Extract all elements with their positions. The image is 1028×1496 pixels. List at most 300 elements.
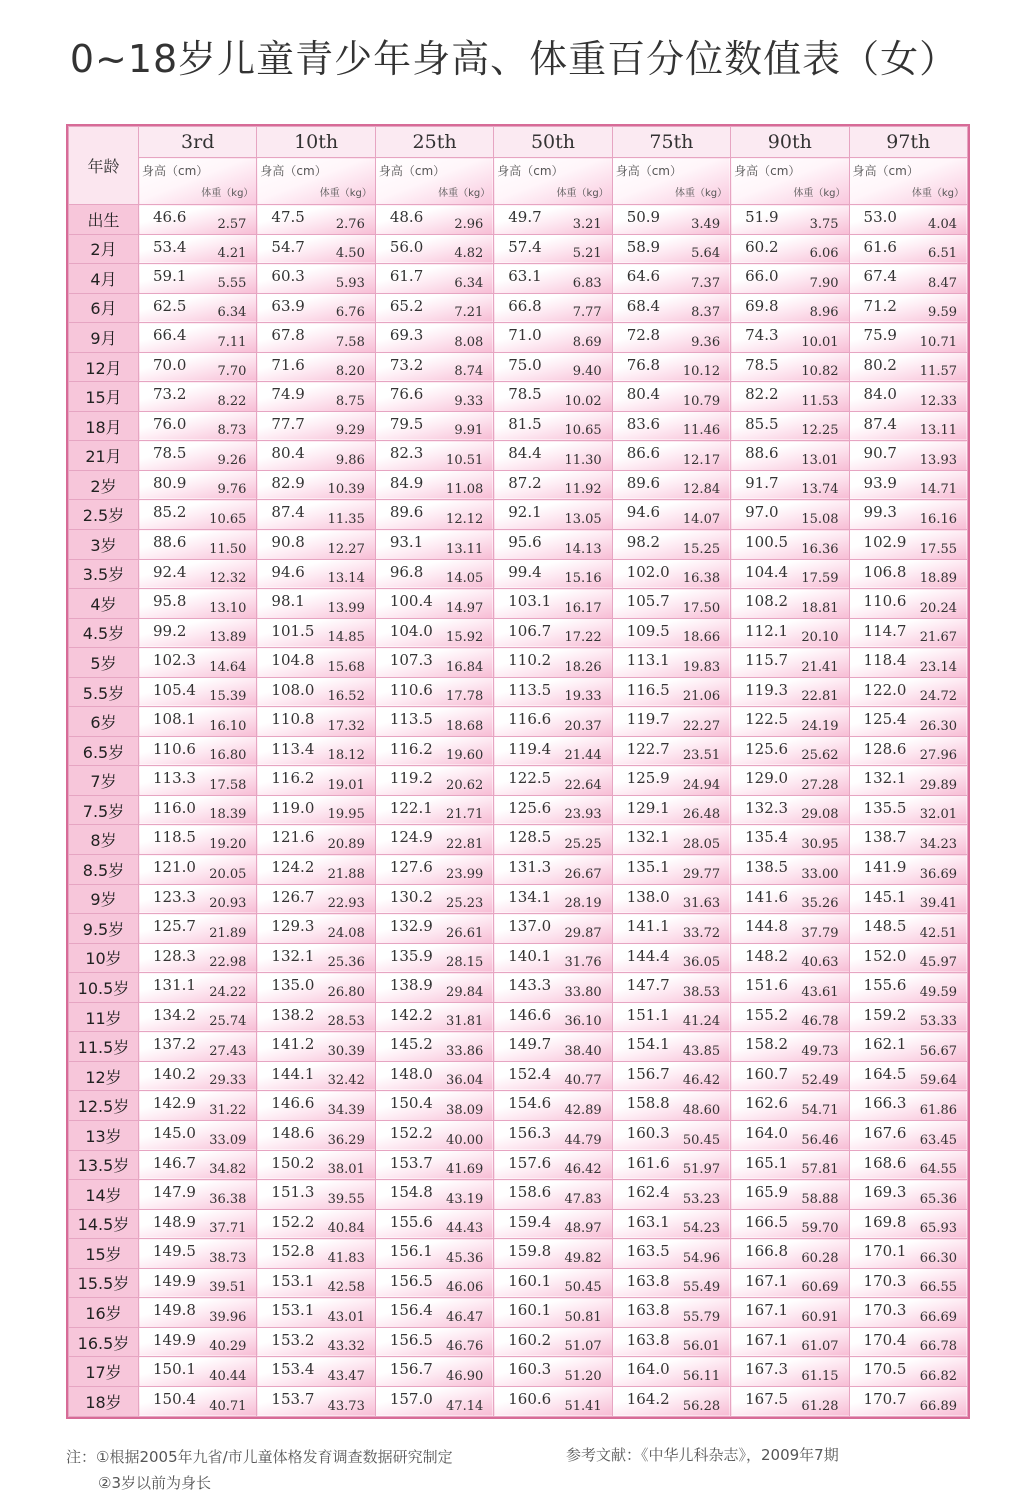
value-cell	[731, 1239, 849, 1269]
height-value: 154.6	[508, 1094, 552, 1113]
height-value: 103.1	[508, 592, 552, 611]
height-value: 141.1	[626, 917, 670, 936]
height-value: 104.4	[745, 562, 789, 581]
height-value: 141.2	[271, 1035, 315, 1054]
height-value: 164.0	[745, 1123, 789, 1142]
weight-unit-label: 体重（kg）	[201, 188, 254, 199]
height-value: 167.1	[745, 1271, 789, 1290]
value-cell	[139, 293, 257, 323]
height-unit-label: 身高（cm）	[615, 164, 682, 178]
weight-value: 19.20	[209, 837, 247, 853]
value-cell	[612, 677, 730, 707]
weight-value: 17.59	[801, 571, 839, 587]
value-cell	[731, 1120, 849, 1150]
value-cell	[494, 1120, 612, 1150]
value-cell	[849, 1180, 967, 1210]
weight-value: 6.34	[454, 275, 484, 291]
height-value: 148.2	[745, 946, 789, 965]
table-row	[69, 293, 968, 323]
height-value: 105.7	[626, 592, 670, 611]
weight-value: 10.39	[327, 482, 365, 498]
height-value: 84.0	[863, 385, 897, 404]
value-cell	[139, 1239, 257, 1269]
height-value: 124.2	[271, 858, 315, 877]
weight-value: 58.88	[801, 1191, 839, 1207]
value-cell	[849, 1032, 967, 1062]
value-cell	[731, 293, 849, 323]
value-cell	[849, 648, 967, 678]
value-cell	[494, 1239, 612, 1269]
weight-value: 45.97	[919, 955, 957, 971]
value-cell	[731, 1268, 849, 1298]
unit-header-cell	[375, 158, 493, 205]
weight-value: 7.90	[809, 275, 839, 291]
percentile-table	[66, 124, 970, 1419]
value-cell	[375, 264, 493, 294]
weight-value: 17.50	[682, 600, 721, 616]
height-value: 80.9	[153, 473, 187, 492]
value-cell	[731, 766, 849, 796]
value-cell	[375, 1239, 493, 1269]
weight-value: 21.71	[446, 807, 484, 823]
table-row	[69, 943, 968, 973]
value-cell	[139, 707, 257, 737]
weight-unit-label: 体重（kg）	[438, 188, 491, 199]
height-value: 92.4	[153, 562, 187, 581]
weight-value: 66.55	[919, 1280, 957, 1296]
value-cell	[375, 441, 493, 471]
value-cell	[257, 1091, 375, 1121]
height-value: 127.6	[389, 858, 433, 877]
value-cell	[375, 943, 493, 973]
value-cell	[612, 914, 730, 944]
weight-value: 23.51	[682, 748, 721, 764]
value-cell	[494, 707, 612, 737]
value-cell	[731, 352, 849, 382]
age-cell: 6岁	[69, 707, 139, 737]
value-cell	[257, 707, 375, 737]
height-value: 162.1	[863, 1035, 907, 1054]
age-cell: 9月	[69, 323, 139, 353]
height-value: 132.1	[626, 828, 670, 847]
weight-value: 26.48	[682, 807, 721, 823]
weight-value: 37.71	[209, 1221, 247, 1237]
weight-value: 16.38	[682, 571, 721, 587]
value-cell	[257, 500, 375, 530]
weight-value: 34.82	[209, 1162, 247, 1178]
height-value: 60.3	[271, 267, 305, 286]
table-row	[69, 1150, 968, 1180]
age-cell: 4岁	[69, 589, 139, 619]
weight-value: 40.00	[446, 1132, 484, 1148]
height-value: 143.3	[508, 976, 552, 995]
age-cell: 10岁	[69, 943, 139, 973]
value-cell	[612, 382, 730, 412]
weight-value: 20.10	[801, 630, 839, 646]
value-cell	[494, 589, 612, 619]
weight-value: 10.71	[919, 334, 957, 350]
height-value: 148.6	[271, 1123, 315, 1142]
value-cell	[139, 411, 257, 441]
height-value: 170.5	[863, 1360, 907, 1379]
age-cell: 16岁	[69, 1298, 139, 1328]
weight-value: 14.97	[446, 600, 484, 616]
weight-value: 56.11	[682, 1368, 721, 1384]
height-value: 159.2	[863, 1005, 907, 1024]
unit-header-cell	[257, 158, 375, 205]
value-cell	[257, 1002, 375, 1032]
weight-unit-label: 体重（kg）	[319, 188, 372, 199]
weight-value: 8.73	[217, 423, 247, 439]
height-value: 112.1	[745, 621, 789, 640]
height-unit-label: 身高（cm）	[260, 164, 327, 178]
height-value: 66.0	[745, 267, 779, 286]
value-cell	[849, 914, 967, 944]
age-column-header: 年龄	[69, 127, 139, 205]
height-value: 99.2	[153, 621, 187, 640]
weight-value: 45.36	[446, 1250, 484, 1266]
height-value: 126.7	[271, 887, 315, 906]
table-row	[69, 1239, 968, 1269]
height-value: 102.3	[153, 651, 196, 670]
height-value: 129.1	[626, 798, 670, 817]
weight-value: 37.79	[801, 925, 839, 941]
value-cell	[494, 205, 612, 235]
height-value: 159.8	[508, 1242, 552, 1261]
value-cell	[612, 293, 730, 323]
height-value: 67.4	[863, 267, 897, 286]
value-cell	[139, 648, 257, 678]
height-value: 146.6	[271, 1094, 315, 1113]
weight-value: 38.73	[209, 1250, 247, 1266]
value-cell	[494, 1357, 612, 1387]
table-row	[69, 264, 968, 294]
age-cell: 14岁	[69, 1180, 139, 1210]
height-value: 163.1	[626, 1212, 670, 1231]
value-cell	[731, 1357, 849, 1387]
height-value: 152.2	[389, 1123, 433, 1142]
value-cell	[731, 1180, 849, 1210]
weight-value: 19.60	[446, 748, 484, 764]
height-value: 80.4	[626, 385, 661, 404]
weight-value: 48.60	[682, 1102, 721, 1118]
weight-value: 21.89	[209, 925, 247, 941]
value-cell	[612, 943, 730, 973]
weight-value: 9.33	[454, 393, 484, 409]
value-cell	[139, 589, 257, 619]
weight-value: 15.92	[446, 630, 484, 646]
weight-value: 28.53	[327, 1014, 365, 1030]
height-unit-label: 身高（cm）	[734, 164, 801, 178]
height-value: 137.2	[153, 1035, 196, 1054]
weight-value: 66.89	[919, 1399, 957, 1414]
value-cell	[731, 1298, 849, 1328]
height-value: 71.2	[863, 296, 897, 315]
height-value: 164.2	[626, 1389, 670, 1408]
height-value: 163.8	[626, 1330, 670, 1349]
age-cell: 6月	[69, 293, 139, 323]
value-cell	[612, 1061, 730, 1091]
height-value: 121.0	[153, 858, 196, 877]
value-cell	[257, 1180, 375, 1210]
value-cell	[612, 1327, 730, 1357]
value-cell	[612, 736, 730, 766]
weight-value: 38.40	[564, 1043, 602, 1059]
weight-value: 13.89	[209, 630, 247, 646]
weight-value: 43.01	[327, 1309, 365, 1325]
age-cell: 2岁	[69, 470, 139, 500]
value-cell	[139, 1032, 257, 1062]
weight-value: 20.37	[564, 718, 602, 734]
value-cell	[494, 795, 612, 825]
height-value: 130.2	[389, 887, 433, 906]
weight-unit-label: 体重（kg）	[556, 188, 609, 199]
height-value: 96.8	[389, 562, 424, 581]
value-cell	[257, 795, 375, 825]
weight-value: 24.22	[209, 984, 247, 1000]
value-cell	[257, 441, 375, 471]
age-cell: 13岁	[69, 1120, 139, 1150]
value-cell	[731, 411, 849, 441]
height-value: 153.2	[271, 1330, 315, 1349]
weight-value: 18.89	[919, 571, 957, 587]
weight-value: 20.62	[446, 777, 484, 793]
value-cell	[849, 855, 967, 885]
value-cell	[612, 470, 730, 500]
weight-value: 11.46	[682, 423, 721, 439]
weight-value: 14.05	[446, 571, 484, 587]
height-value: 125.6	[508, 798, 552, 817]
value-cell	[612, 707, 730, 737]
height-value: 82.2	[745, 385, 779, 404]
height-value: 162.4	[626, 1183, 670, 1202]
weight-value: 49.59	[919, 984, 957, 1000]
percentile-header: 3rd	[139, 127, 257, 158]
weight-value: 39.96	[209, 1309, 247, 1325]
height-value: 145.1	[863, 887, 907, 906]
weight-value: 25.74	[209, 1014, 247, 1030]
value-cell	[257, 1357, 375, 1387]
height-value: 144.1	[271, 1064, 315, 1083]
weight-value: 13.11	[919, 423, 957, 439]
value-cell	[612, 1357, 730, 1387]
value-cell	[849, 736, 967, 766]
height-value: 170.3	[863, 1271, 907, 1290]
value-cell	[612, 530, 730, 560]
value-cell	[139, 795, 257, 825]
height-value: 115.7	[745, 651, 789, 670]
height-value: 80.4	[271, 444, 305, 463]
height-value: 78.5	[508, 385, 542, 404]
value-cell	[494, 234, 612, 264]
value-cell	[849, 707, 967, 737]
weight-value: 54.96	[682, 1250, 721, 1266]
value-cell	[731, 589, 849, 619]
value-cell	[849, 677, 967, 707]
weight-value: 25.23	[446, 896, 484, 912]
weight-value: 26.30	[919, 718, 957, 734]
age-cell: 18月	[69, 411, 139, 441]
weight-value: 17.32	[327, 718, 365, 734]
height-value: 74.3	[745, 326, 779, 345]
age-cell: 6.5岁	[69, 736, 139, 766]
weight-value: 43.32	[327, 1339, 365, 1355]
height-value: 157.0	[389, 1389, 433, 1408]
weight-value: 19.83	[682, 659, 721, 675]
height-value: 58.9	[626, 237, 661, 256]
weight-value: 31.22	[209, 1102, 247, 1118]
weight-value: 22.98	[209, 955, 247, 971]
height-value: 76.0	[153, 414, 187, 433]
weight-value: 47.83	[564, 1191, 602, 1207]
age-cell: 11岁	[69, 1002, 139, 1032]
table-row	[69, 589, 968, 619]
weight-value: 35.26	[801, 896, 839, 912]
value-cell	[257, 1209, 375, 1239]
height-value: 63.9	[271, 296, 305, 315]
value-cell	[612, 264, 730, 294]
value-cell	[257, 1032, 375, 1062]
height-value: 113.3	[153, 769, 196, 788]
weight-value: 34.39	[327, 1102, 365, 1118]
height-value: 60.2	[745, 237, 779, 256]
weight-value: 8.47	[928, 275, 957, 291]
height-value: 61.6	[863, 237, 897, 256]
height-value: 149.5	[153, 1242, 196, 1261]
height-value: 73.2	[389, 355, 424, 374]
value-cell	[375, 1298, 493, 1328]
table-row	[69, 884, 968, 914]
weight-value: 29.33	[209, 1073, 247, 1089]
height-value: 113.5	[508, 680, 552, 699]
value-cell	[731, 884, 849, 914]
value-cell	[375, 1120, 493, 1150]
weight-value: 46.78	[801, 1014, 839, 1030]
weight-value: 56.67	[919, 1043, 957, 1059]
weight-value: 7.70	[217, 364, 247, 380]
height-value: 167.5	[745, 1389, 789, 1408]
value-cell	[849, 795, 967, 825]
weight-value: 40.84	[327, 1221, 365, 1237]
weight-value: 3.21	[572, 216, 602, 232]
height-value: 116.5	[626, 680, 670, 699]
value-cell	[731, 1002, 849, 1032]
weight-value: 13.10	[209, 600, 247, 616]
table-row	[69, 1357, 968, 1387]
height-value: 98.2	[626, 533, 661, 552]
value-cell	[731, 795, 849, 825]
height-value: 50.9	[626, 208, 661, 226]
value-cell	[612, 205, 730, 235]
value-cell	[257, 589, 375, 619]
value-cell	[257, 736, 375, 766]
weight-value: 61.07	[801, 1339, 839, 1355]
percentile-header: 75th	[612, 127, 730, 158]
value-cell	[139, 1091, 257, 1121]
value-cell	[375, 1327, 493, 1357]
weight-value: 2.96	[454, 216, 484, 232]
value-cell	[849, 1268, 967, 1298]
value-cell	[731, 234, 849, 264]
weight-value: 30.95	[801, 837, 839, 853]
height-value: 165.1	[745, 1153, 789, 1172]
weight-value: 15.08	[801, 512, 839, 528]
height-value: 110.6	[153, 739, 196, 758]
height-value: 156.3	[508, 1123, 552, 1142]
weight-value: 18.12	[327, 748, 365, 764]
height-value: 135.0	[271, 976, 315, 995]
weight-value: 17.78	[446, 689, 484, 705]
height-value: 109.5	[626, 621, 670, 640]
value-cell	[139, 1061, 257, 1091]
age-cell: 11.5岁	[69, 1032, 139, 1062]
weight-value: 42.58	[327, 1280, 365, 1296]
value-cell	[257, 411, 375, 441]
value-cell	[849, 264, 967, 294]
value-cell	[375, 618, 493, 648]
weight-value: 59.70	[801, 1221, 839, 1237]
height-value: 145.2	[389, 1035, 433, 1054]
height-value: 110.8	[271, 710, 315, 729]
value-cell	[612, 1239, 730, 1269]
height-value: 138.7	[863, 828, 907, 847]
value-cell	[139, 441, 257, 471]
height-value: 64.6	[626, 267, 661, 286]
height-unit-label: 身高（cm）	[378, 164, 446, 178]
value-cell	[375, 1032, 493, 1062]
height-value: 78.5	[153, 444, 187, 463]
weight-value: 22.27	[682, 718, 721, 734]
table-row	[69, 1061, 968, 1091]
height-value: 167.1	[745, 1301, 789, 1320]
value-cell	[849, 825, 967, 855]
height-value: 99.4	[508, 562, 542, 581]
height-value: 148.5	[863, 917, 907, 936]
age-cell: 18岁	[69, 1386, 139, 1416]
height-value: 135.4	[745, 828, 789, 847]
weight-value: 18.66	[682, 630, 721, 646]
weight-value: 21.41	[801, 659, 839, 675]
value-cell	[849, 1002, 967, 1032]
value-cell	[849, 1298, 967, 1328]
weight-value: 9.91	[454, 423, 484, 439]
value-cell	[612, 1180, 730, 1210]
weight-value: 61.86	[919, 1102, 957, 1118]
weight-value: 2.57	[217, 216, 247, 232]
value-cell	[494, 766, 612, 796]
weight-unit-label: 体重（kg）	[674, 188, 728, 199]
height-value: 69.3	[389, 326, 424, 345]
weight-value: 51.20	[564, 1368, 602, 1384]
value-cell	[849, 1061, 967, 1091]
weight-value: 16.36	[801, 541, 839, 557]
height-value: 150.4	[389, 1094, 433, 1113]
weight-value: 61.28	[801, 1399, 839, 1414]
value-cell	[257, 914, 375, 944]
weight-value: 11.53	[801, 393, 839, 409]
height-unit-label: 身高（cm）	[852, 164, 919, 178]
weight-unit-label: 体重（kg）	[793, 188, 846, 199]
percentile-header: 25th	[375, 127, 493, 158]
height-value: 160.3	[508, 1360, 552, 1379]
height-value: 135.1	[626, 858, 670, 877]
height-value: 62.5	[153, 296, 187, 315]
value-cell	[375, 1268, 493, 1298]
weight-value: 46.90	[446, 1368, 484, 1384]
weight-value: 15.25	[682, 541, 721, 557]
value-cell	[612, 411, 730, 441]
value-cell	[494, 382, 612, 412]
